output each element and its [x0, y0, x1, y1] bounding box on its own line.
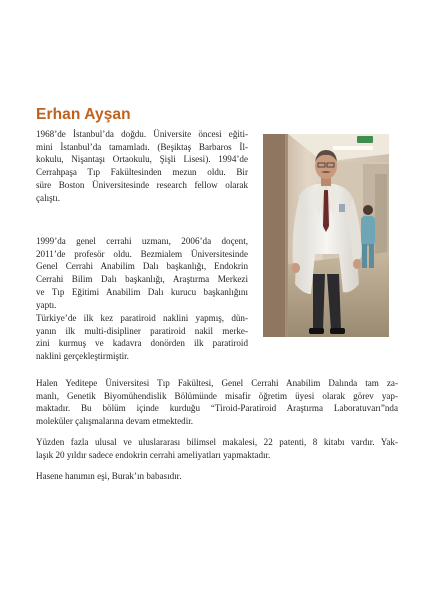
paragraph-line: kokulu, Nişantaşı Ortaokulu, Şişli Lisesi). 1994’de — [36, 154, 248, 165]
paragraph-line: naklini gerçekleştirmiştir. — [36, 351, 129, 362]
paragraph-line: Cerrahi Bilim Dalı başkanlığı, Araştırma Merkezi — [36, 274, 248, 285]
paragraph-line: yanın ilk multi-disipliner paratiroid nakil merke- — [36, 325, 248, 336]
paragraph-line: ve Tıp Eğitimi Anabilim Dalı kurucu başkanlığını — [36, 286, 248, 297]
bio-paragraph-career — [36, 235, 248, 311]
author-name-heading: Erhan Ayşan — [36, 106, 131, 123]
bio-paragraph-publications — [36, 436, 398, 461]
paragraph-line: laşık 20 yıldır sadece endokrin cerrahi ameliyatları yapmaktadır. — [36, 449, 271, 460]
paragraph-line: Türkiye’de ilk kez paratiroid naklini yapmış, dün- — [36, 313, 248, 323]
bio-paragraph-family — [36, 470, 398, 483]
paragraph-line: Cerrahpaşa Tıp Fakültesinden mezun oldu. Bir — [36, 167, 248, 178]
paragraph-line: mini İstanbul’da tamamladı. (Beşiktaş Barbaros İl- — [36, 141, 248, 152]
paragraph-line: Hasene hanımın eşi, Burak’ın babasıdır. — [36, 471, 182, 481]
paragraph-line: Halen Yeditepe Üniversitesi Tıp Fakültesi, Genel Cerrahi Anabilim Dalında tam za- — [36, 378, 398, 388]
paragraph-line: zini kurmuş ve kadavra donörden ilk paratiroid — [36, 338, 248, 349]
bio-paragraph-education — [36, 128, 248, 204]
bio-paragraph-transplant — [36, 312, 248, 363]
paragraph-line: çalıştı. — [36, 192, 60, 203]
paragraph-line: maktadır. Bu bölüm içinde kurduğu “Tiroid-Paratiroid Araştırma Laboratuvarı”nda — [36, 403, 398, 414]
paragraph-line: 2011’de profesör oldu. Bezmialem Üniversitesinde — [36, 248, 248, 259]
paragraph-line: moleküler çalışmalarına devam etmektedir. — [36, 416, 194, 427]
paragraph-line: Yüzden fazla ulusal ve uluslararası bilimsel makalesi, 22 patenti, 8 kitabı vardır. Yak- — [36, 437, 398, 447]
bio-paragraph-current-position — [36, 377, 398, 428]
paragraph-line: Genel Cerrahi Anabilim Dalı başkanlığı, Endokrin — [36, 261, 248, 272]
paragraph-line: yaptı. — [36, 299, 57, 310]
paragraph-line: süre Boston Üniversitesinde research fellow olarak — [36, 179, 248, 190]
paragraph-line: 1968’de İstanbul’da doğdu. Üniversite öncesi eğiti- — [36, 129, 248, 139]
paragraph-line: 1999’da genel cerrahi uzmanı, 2006’da doçent, — [36, 236, 248, 246]
paragraph-line: manlı, Genetik Biyomühendislik Bölümünde misafir öğretim üyesi olarak görev yap- — [36, 390, 398, 401]
author-portrait-photo — [263, 134, 389, 337]
